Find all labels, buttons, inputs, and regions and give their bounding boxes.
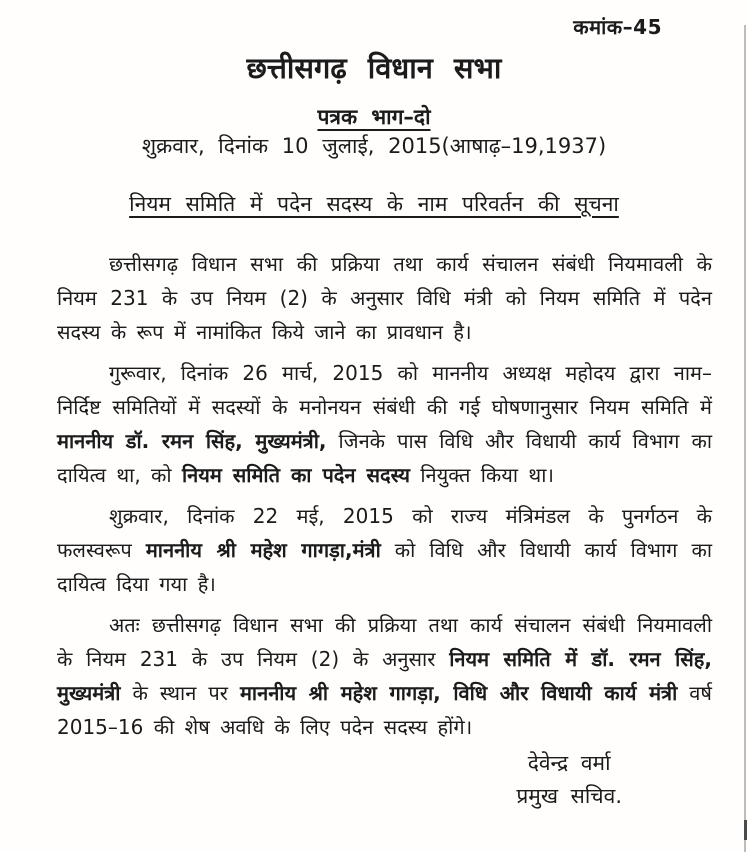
paragraph xyxy=(57,499,712,601)
paragraph-segment: गुरूवार, दिनांक 26 मार्च, 2015 को माननीय अध्यक्ष महोदय द्वारा नाम–निर्दिष्ट समितियों में सदस्यों के मनोनयन संबंधी की गई घोषणानुसार नियम समिति में xyxy=(57,361,712,419)
paragraph-segment: के स्थान पर xyxy=(120,681,240,705)
paragraph-segment: छत्तीसगढ़ विधान सभा की प्रक्रिया तथा कार्य संचालन संबंधी नियमावली के नियम 231 के उप नियम (2) के अनुसार विधि मंत्री को नियम समिति में पदेन सदस्य के रूप में नामांकित किये जाने का प्रावधान है। xyxy=(57,252,712,344)
paragraph-segment: को विधि और विधायी कार्य विभाग का दायित्व दिया गया है। xyxy=(57,538,712,596)
paragraph-bold-segment: नियम समिति में डॉ. रमन सिंह, मुख्यमंत्री xyxy=(57,647,712,705)
scan-artifact-line xyxy=(744,25,746,852)
signatory-name: देवेन्द्र वर्मा xyxy=(527,751,611,775)
signatory-designation: प्रमुख सचिव. xyxy=(516,784,622,808)
paragraph xyxy=(57,356,712,492)
paragraph-segment: शुक्रवार, दिनांक 22 मई, 2015 को राज्य मंत्रिमंडल के पुनर्गठन के फलस्वरूप xyxy=(57,504,712,562)
paragraph-segment: अतः छत्तीसगढ़ विधान सभा की प्रक्रिया तथा कार्य संचालन संबंधी नियमावली के नियम 231 के उप नियम (2) के अनुसार xyxy=(57,613,712,671)
scan-artifact-mark xyxy=(744,820,747,840)
paragraph-bold-segment: माननीय श्री महेश गागड़ा, विधि और विधायी कार्य मंत्री xyxy=(239,681,678,705)
serial-number: कमांक–45 xyxy=(573,15,662,39)
document-subtitle xyxy=(0,103,748,131)
date-line: शुक्रवार, दिनांक 10 जुलाई, 2015(आषाढ़–19,1937) xyxy=(141,134,607,158)
paragraph-segment: नियुक्त किया था। xyxy=(410,463,554,487)
paragraph-segment: वर्ष 2015–16 की शेष अवधि के लिए पदेन सदस्य होंगे। xyxy=(57,681,712,739)
document-subtitle-text: पत्रक भाग–दो xyxy=(317,105,431,129)
paragraph xyxy=(57,608,712,744)
section-heading-text: नियम समिति में पदेन सदस्य के नाम परिवर्तन की सूचना xyxy=(129,192,619,216)
paragraph-bold-segment: नियम समिति का पदेन सदस्य xyxy=(181,463,411,487)
paragraph xyxy=(57,247,712,349)
signature-block xyxy=(516,747,622,813)
paragraph-segment: जिनके पास विधि और विधायी कार्य विभाग का दायित्व था, को xyxy=(57,429,712,487)
document-body xyxy=(57,247,712,751)
section-heading xyxy=(0,190,748,218)
document-title: छत्तीसगढ़ विधान सभा xyxy=(246,51,502,85)
paragraph-bold-segment: माननीय श्री महेश गागड़ा,मंत्री xyxy=(145,538,381,562)
paragraph-bold-segment: माननीय डॉ. रमन सिंह, मुख्यमंत्री, xyxy=(57,429,327,453)
